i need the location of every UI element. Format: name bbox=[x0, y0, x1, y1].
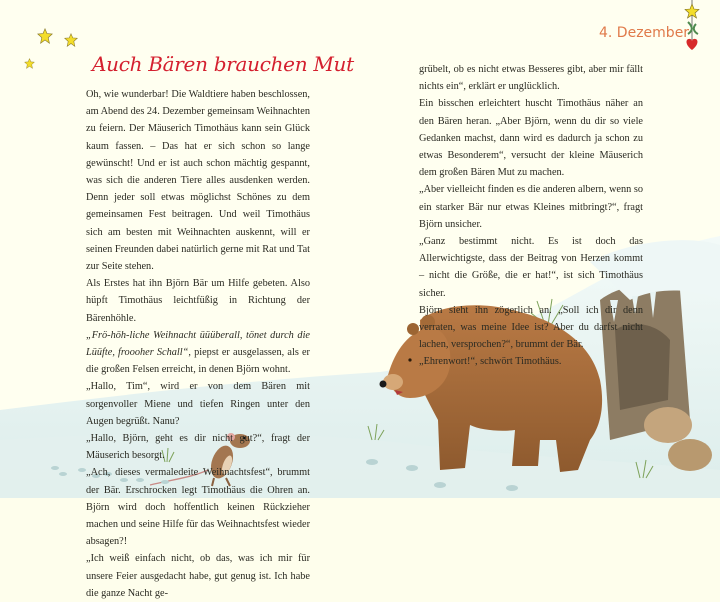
right-text-column bbox=[419, 61, 643, 371]
paragraph: „Ehrenwort!“, schwört Timothäus. bbox=[419, 356, 562, 368]
paragraph: „Ach, dieses vermaledeite Weihnachtsfest“, brummt der Bär. Erschrocken legt Timothäus die Ohren an. Björn wird doch hoffentlich keinen Rückzieher machen und seine Hilfe für das Weihnachtsfest wieder absagen?! bbox=[86, 467, 311, 548]
page-title: Auch Bären brauchen Mut bbox=[92, 52, 354, 76]
paragraph: „Aber vielleicht finden es die anderen albern, wenn so ein starker Bär nur etwas Kleines mitbringt?“, fragt Björn unsicher. bbox=[419, 184, 643, 230]
paragraph: „Ganz bestimmt nicht. Es ist doch das Allerwichtigste, dass der Beitrag von Herzen kommt – nicht die Größe, die er hat!“, ist sich Timothäus sicher. bbox=[419, 236, 643, 299]
song-continuation: , piepst er ausgelassen, als er die großen Felsen erreicht, in denen Björn wohnt. bbox=[86, 347, 310, 376]
paragraph: „Ich weiß einfach nicht, ob das, was ich mir für unsere Feier ausgedacht habe, gut genug ist. Ich habe die ganze Nacht ge- bbox=[86, 553, 310, 599]
paragraph: „Hallo, Björn, geht es dir nicht gut?“, fragt der Mäuserich besorgt. bbox=[86, 433, 310, 462]
star-icon bbox=[24, 58, 35, 69]
star-icon bbox=[37, 28, 53, 44]
left-text-column bbox=[86, 86, 310, 602]
paragraph: Oh, wie wunderbar! Die Waldtiere haben beschlossen, am Abend des 24. Dezember gemeinsam Weihnachten zu feiern. Der Mäuserich Timothäus kann sein Glück kaum fassen. – Das hat er sich schon so lange gewünscht! Und er ist auch schon mächtig gespannt, was sich die anderen Tiere alles ausdenken werden. Denn jeder soll etwas möglichst Schönes zu dem gemeinsamen Fest beitragen. Und weil Timothäus sich am besten mit Weihnachten auskennt, will er seinen Freunden dabei natürlich gerne mit Rat und Tat zur Seite stehen. bbox=[86, 89, 311, 273]
paragraph: „Hallo, Tim“, wird er von dem Bären mit sorgenvoller Miene und tiefen Ringen unter den Augen begrüßt. Nanu? bbox=[86, 381, 310, 427]
star-icon bbox=[64, 33, 78, 47]
paragraph: grübelt, ob es nicht etwas Besseres gibt, aber mir fällt nichts ein“, erklärt er unglücklich. bbox=[419, 64, 643, 93]
song-lyrics: „Frö-höh-liche Weihnacht üüüberall, tönet durch die Lüüfte, froooher Schall“ bbox=[86, 329, 310, 359]
paragraph bbox=[86, 327, 310, 379]
paragraph: Björn sieht ihn zögerlich an. „Soll ich dir denn verraten, was meine Idee ist? Aber du darfst nicht lachen, versprochen?“, brummt der Bär. bbox=[419, 304, 643, 351]
paragraph: Ein bisschen erleichtert huscht Timothäus näher an den Bären heran. „Aber Björn, wenn du dir so viele Gedanken machst, dann wird es dadurch ja schon zu etwas Besonderem“, versucht der kleine Mäuserich dem großen Bären Mut zu machen. bbox=[419, 98, 643, 179]
date-label: 4. Dezember bbox=[599, 25, 690, 41]
paragraph: Als Erstes hat ihn Björn Bär um Hilfe gebeten. Also hüpft Timothäus leichtfüßig in Richtung der Bärenhöhle. bbox=[86, 278, 310, 324]
